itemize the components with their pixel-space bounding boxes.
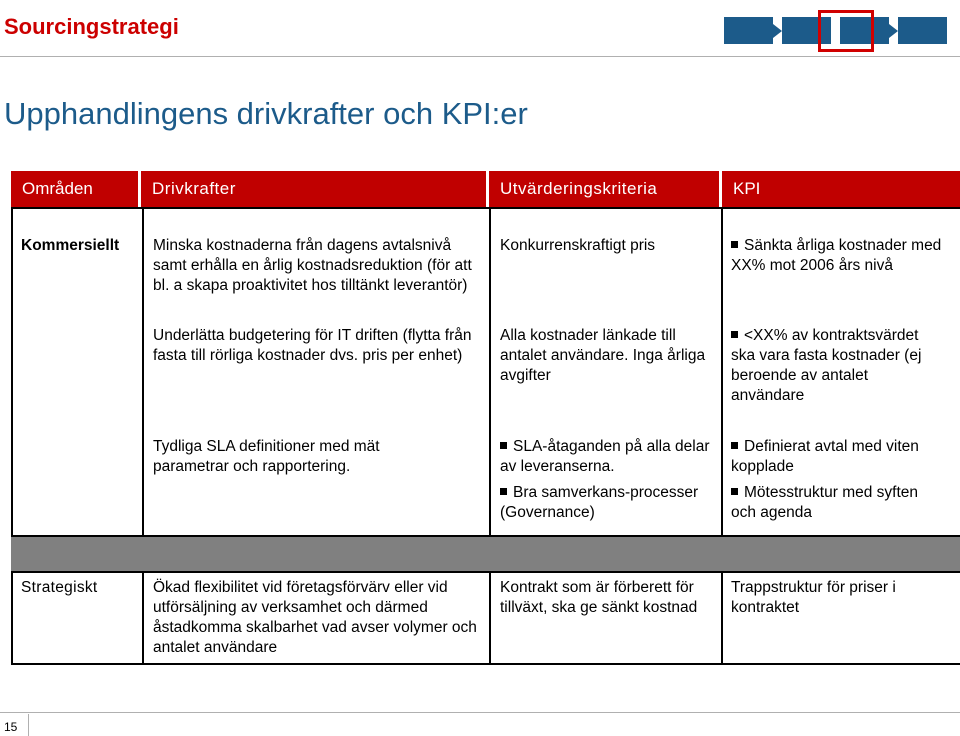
driver-3: Tydliga SLA definitioner med mät parametrar och rapportering. xyxy=(153,438,380,475)
step-block-4 xyxy=(898,17,947,44)
bullet-icon xyxy=(731,241,738,248)
area-strategiskt: Strategiskt xyxy=(21,579,98,596)
driver-1: Minska kostnaderna från dagens avtalsnivå samt erhålla en årlig kostnadsreduktion (för att bl. a skapa proaktivitet hos tilltänkt leverantör) xyxy=(153,237,472,294)
driver-2: Underlätta budgetering för IT driften (flytta från fasta till rörliga kostnader dvs. pris per enhet) xyxy=(153,327,472,364)
step-block-1 xyxy=(724,17,773,44)
column-divider xyxy=(721,573,723,663)
footer-divider xyxy=(0,712,960,713)
step-arrow-icon xyxy=(773,24,782,38)
section-separator-bar xyxy=(11,537,960,571)
bullet-icon xyxy=(731,488,738,495)
bullet-icon xyxy=(500,488,507,495)
column-divider xyxy=(721,209,723,535)
criteria-3: SLA-åtaganden på alla delar av leveranserna. xyxy=(500,438,710,475)
kommersiellt-section xyxy=(11,207,960,537)
area-kommersiellt: Kommersiellt xyxy=(21,237,120,254)
criteria-2: Alla kostnader länkade till antalet användare. Inga årliga avgifter xyxy=(500,327,706,384)
section-title: Sourcingstrategi xyxy=(4,14,179,39)
progress-navigator xyxy=(724,10,958,46)
footer-vertical-divider xyxy=(28,714,29,736)
kpi-2: <XX% av kontraktsvärdet ska vara fasta kostnader (ej beroende av antalet användare xyxy=(731,327,922,404)
bullet-icon xyxy=(731,331,738,338)
header-divider xyxy=(0,56,960,57)
column-divider xyxy=(142,573,144,663)
strategiskt-section xyxy=(11,571,960,665)
kpi-1: Sänkta årliga kostnader med XX% mot 2006 års nivå xyxy=(731,237,942,274)
kpi-3: Definierat avtal med viten kopplade xyxy=(731,438,919,475)
strategic-driver: Ökad flexibilitet vid företagsförvärv eller vid utförsäljning av verksamhet och därmed åstadkomma skalbarhet vad avser volymer och antalet användare xyxy=(153,579,477,656)
header-kpi: KPI xyxy=(733,179,761,198)
bullet-icon xyxy=(731,442,738,449)
bullet-icon xyxy=(500,442,507,449)
page-title: Upphandlingens drivkrafter och KPI:er xyxy=(4,96,528,131)
column-divider xyxy=(142,209,144,535)
kpi-4: Mötesstruktur med syften och agenda xyxy=(731,484,919,521)
table-header-row xyxy=(11,171,960,207)
column-divider xyxy=(489,573,491,663)
criteria-4: Bra samverkans-processer (Governance) xyxy=(500,484,699,521)
header-omraden: Områden xyxy=(11,171,141,207)
header-drivkrafter: Drivkrafter xyxy=(141,171,489,207)
current-step-frame xyxy=(818,10,874,52)
strategic-kpi: Trappstruktur för priser i kontraktet xyxy=(731,579,896,616)
page-number: 15 xyxy=(4,720,18,734)
criteria-1: Konkurrenskraftigt pris xyxy=(500,237,656,254)
header-utvarderingskriteria: Utvärderingskriteria xyxy=(489,171,722,207)
step-arrow-icon xyxy=(889,24,898,38)
column-divider xyxy=(489,209,491,535)
strategic-criteria: Kontrakt som är förberett för tillväxt, ska ge sänkt kostnad xyxy=(500,579,698,616)
